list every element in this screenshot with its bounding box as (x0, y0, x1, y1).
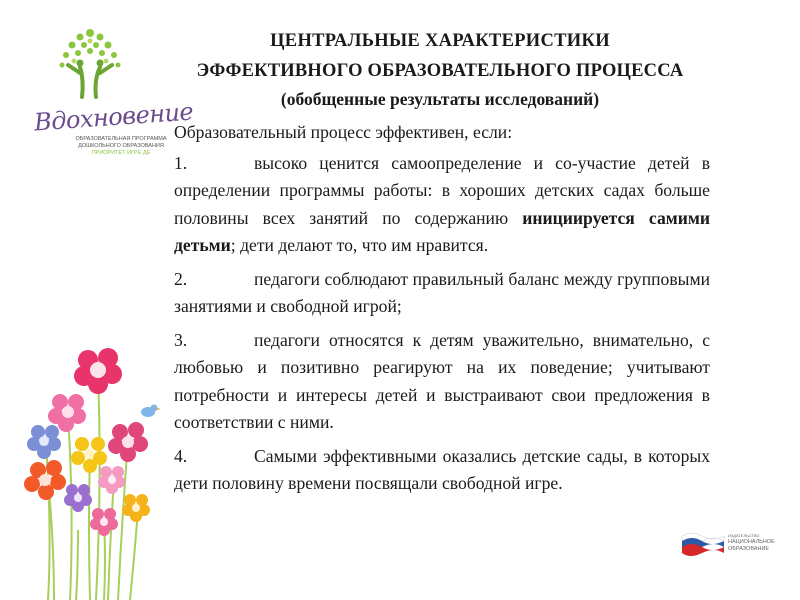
bird-icon (141, 405, 161, 418)
intro-text: Образовательный процесс эффективен, если: (174, 122, 513, 142)
title-line-2: ЭФФЕКТИВНОГО ОБРАЗОВАТЕЛЬНОГО ПРОЦЕССА (196, 61, 684, 81)
logo-subtitle (66, 136, 176, 157)
flag-ribbon-icon (680, 528, 726, 558)
publisher-name-1: НАЦИОНАЛЬНОЕ (728, 539, 775, 545)
publisher-text (728, 532, 798, 553)
flower-rose-small (90, 508, 118, 536)
item-bold-text: инициируется самими детьми (174, 207, 710, 255)
flower-yellow (71, 437, 107, 473)
publisher-small: ИЗДАТЕЛЬСТВО (728, 533, 760, 538)
vdohnovenie-logo (30, 25, 195, 156)
flower-magenta (108, 422, 148, 462)
item-number: 2. (174, 268, 188, 289)
body-content (174, 119, 710, 504)
list-item-4 (174, 443, 710, 498)
slide-subtitle: (обобщенные результаты исследований) (280, 89, 600, 109)
item-text: педагоги соблюдают правильный баланс между групповыми занятиями и свободной игрой; (174, 268, 710, 316)
flower-red (74, 348, 122, 394)
list-item-2 (174, 266, 710, 321)
publisher-name-2: ОБРАЗОВАНИЕ (728, 546, 770, 552)
item-number: 3. (174, 329, 188, 350)
publisher-logo (680, 528, 790, 568)
item-text: педагоги относятся к детям уважительно, внимательно, с любовью и позитивно реагируют на их поведение; учитывают потребности и интересы детей и выстраивают свои предложения в соответствии с ними. (174, 329, 710, 432)
flower-small-pink (98, 466, 125, 494)
logo-brand-text: Вдохновение (33, 97, 195, 137)
list-item-3 (174, 327, 710, 437)
flower-orange-small (122, 494, 150, 522)
flower-blue (27, 425, 61, 459)
item-number: 1. (174, 152, 188, 173)
list-item-1 (174, 150, 710, 260)
item-text: ; дети делают то, что им нравится. (230, 235, 489, 255)
tree-people-icon (50, 25, 130, 105)
item-text: Самыми эффективными оказались детские сады, в которых дети половину времени посвящали свободной игре. (174, 445, 710, 493)
title-line-1: ЦЕНТРАЛЬНЫЕ ХАРАКТЕРИСТИКИ (270, 31, 610, 51)
logo-subtitle-text: ОБРАЗОВАТЕЛЬНАЯ ПРОГРАММА ДОШКОЛЬНОГО ОБРАЗОВАНИЯ (75, 136, 167, 149)
flower-purple (64, 484, 92, 512)
item-number: 4. (174, 445, 188, 466)
slide-title (150, 26, 730, 86)
flower-coral (24, 460, 66, 500)
flowers-decoration (18, 330, 178, 600)
logo-tagline: ПРИОРИТЕТ ИГРЕ ДЕ (91, 150, 151, 156)
item-text: высоко ценится самоопределение и со-участие детей в определении программы работы: в хороших детских садах больше половины всех занятий по содержанию (174, 152, 710, 228)
